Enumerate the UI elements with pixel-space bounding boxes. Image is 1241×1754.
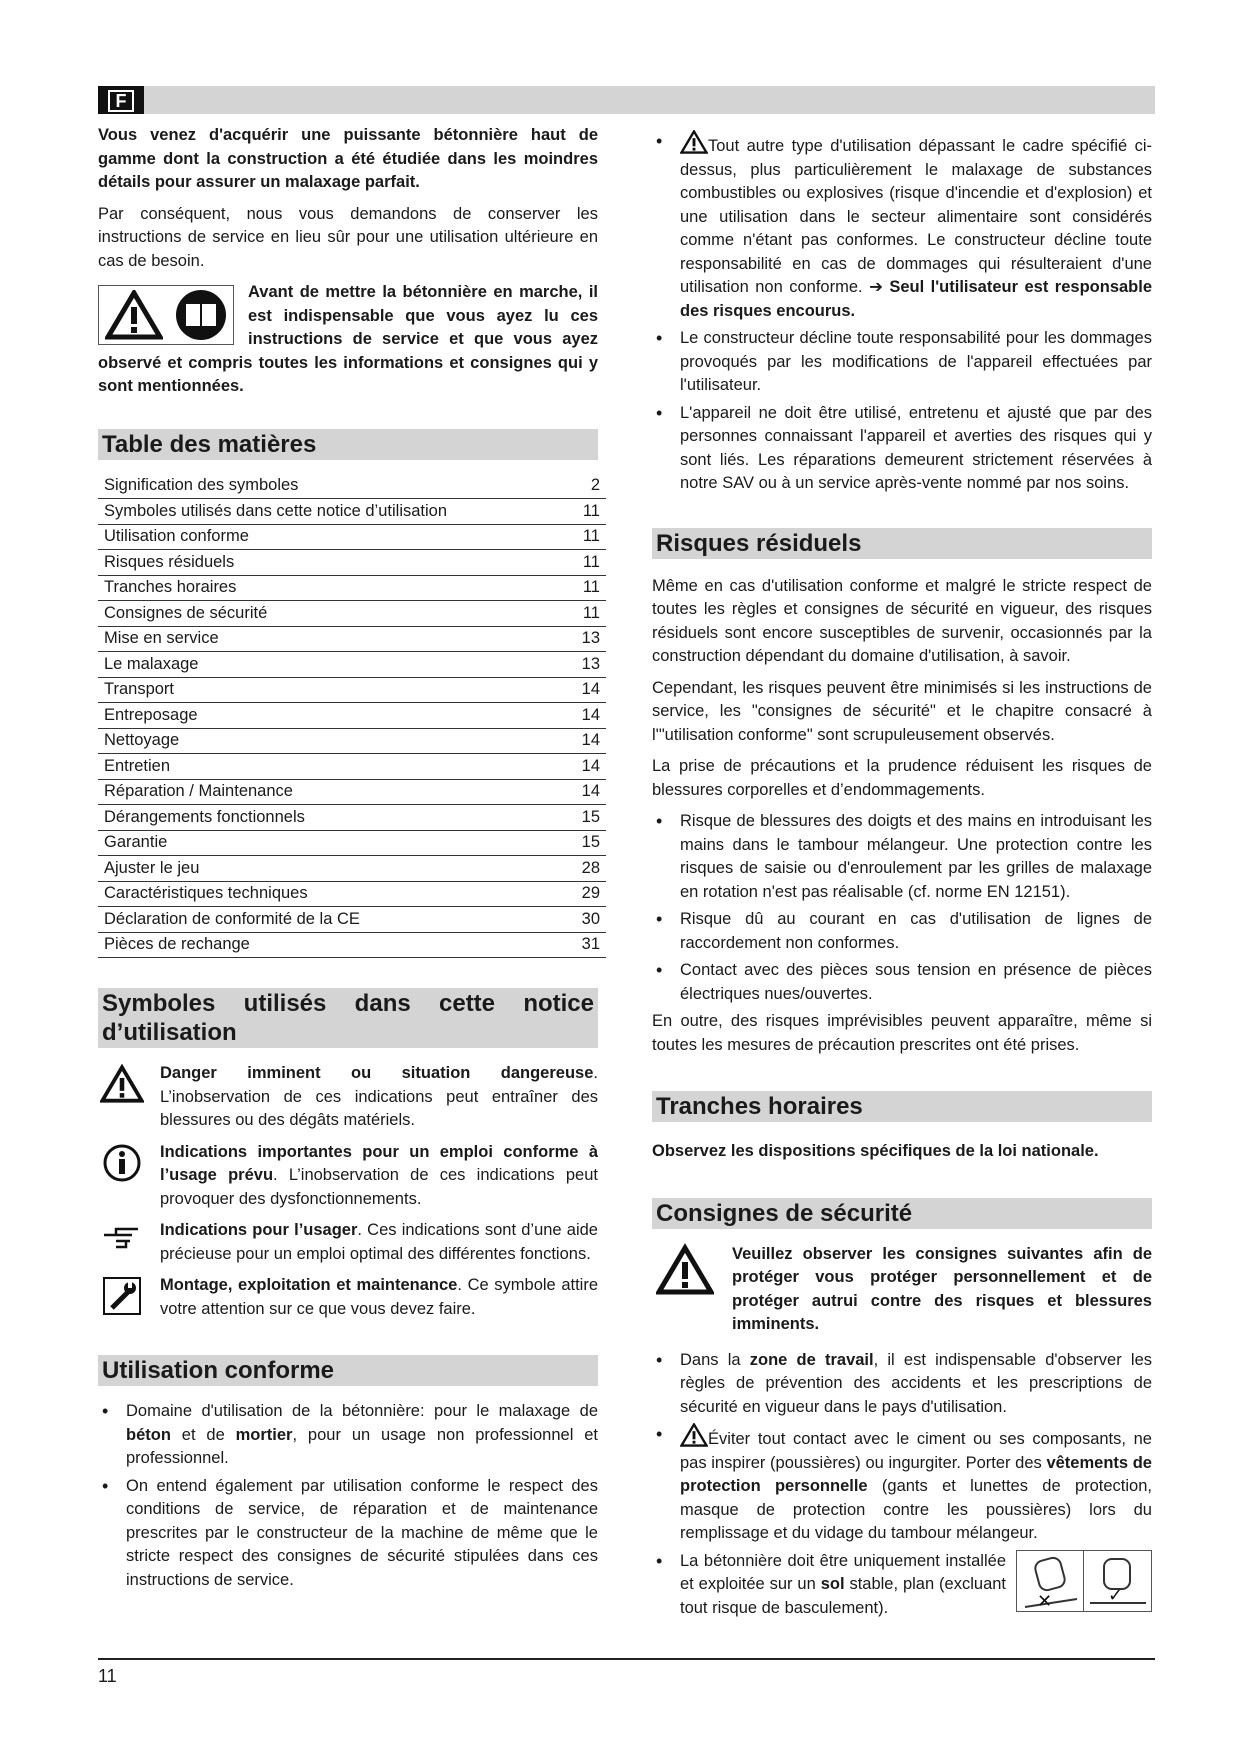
read-manual-icon — [174, 288, 228, 342]
list-item: • L'appareil ne doit être utilisé, entretenu et ajusté que par des personnes connaissant l'appareil et averties des risques qui y sont liés. Les réparations demeurent strictement réservées à notre SAV ou à un service après-vente nommé par nos soins. — [652, 402, 1152, 496]
securite-warning-text: Veuillez observer les consignes suivantes afin de protéger vous protéger personnellement et de protéger autrui contre des risques et blessures imminents. — [732, 1244, 1152, 1333]
symbol-description: Indications pour l’usager. Ces indications sont d’une aide précieuse pour un emploi optimal des différentes fonctions. — [160, 1221, 598, 1263]
toc-entry-label: Réparation / Maintenance — [98, 779, 566, 805]
toc-entry-page: 14 — [566, 754, 606, 780]
utilisation-title: Utilisation conforme — [98, 1355, 598, 1386]
toc-row[interactable] — [98, 932, 606, 958]
symbol-description: Indications importantes pour un emploi conforme à l’usage prévu. L’inobservation de ces indications peut provoquer des dysfonctionnements. — [160, 1142, 598, 1208]
toc-entry-label: Tranches horaires — [98, 575, 566, 601]
toc-entry-page: 30 — [566, 907, 606, 933]
mixer-level-icon — [1083, 1551, 1150, 1611]
toc-entry-page: 14 — [566, 703, 606, 729]
list-item: • ✕ ✓ La bétonnière doit être uniquement installée et exploitée sur un sol stable, plan (excluant tout risque de basculement). — [652, 1550, 1152, 1621]
risques-p1: Même en cas d'utilisation conforme et malgré le stricte respect de toutes les règles et consignes de sécurité en vigueur, des risques résiduels sont encore susceptibles de survenir, occasionnés par la construction dépendant du domaine d'utilisation, à savoir. — [652, 576, 1152, 665]
toc-entry-page: 11 — [566, 550, 606, 576]
svg-text:✓: ✓ — [1108, 1584, 1124, 1606]
toc-entry-page: 14 — [566, 779, 606, 805]
mixer-tilted-icon — [1017, 1551, 1083, 1611]
toc-row[interactable] — [98, 550, 606, 576]
toc-row[interactable] — [98, 499, 606, 525]
toc-row[interactable] — [98, 881, 606, 907]
header-bar — [98, 86, 1155, 114]
utilisation-list — [98, 1400, 598, 1592]
list-item: • Tout autre type d'utilisation dépassant le cadre spécifié ci-dessus, plus particulièrement le malaxage de substances combustibles ou explosives (risque d'incendie et d'explosion) et une utilisation dans le secteur alimentaire sont considérés comme n'étant pas conformes. Le constructeur décline toute responsabilité en cas de dommages qui résulteraient d'une utilisation non conforme. ➔ Seul l'utilisateur est responsable des risques encourus. — [652, 130, 1152, 323]
mixer-ground-illustration — [1016, 1550, 1152, 1612]
toc-entry-label: Symboles utilisés dans cette notice d’utilisation — [98, 499, 566, 525]
right-column — [652, 130, 1152, 1624]
toc-entry-page: 15 — [566, 805, 606, 831]
securite-title: Consignes de sécurité — [652, 1198, 1152, 1229]
toc-entry-label: Pièces de rechange — [98, 932, 566, 958]
toc-entry-label: Entreposage — [98, 703, 566, 729]
symbol-row — [98, 1062, 598, 1133]
intro-bold: Vous venez d'acquérir une puissante bétonnière haut de gamme dont la construction a été étudiée dans les moindres détails pour assurer un malaxage parfait. — [98, 126, 598, 191]
footer-divider — [98, 1658, 1155, 1660]
intro-para: Par conséquent, nous vous demandons de conserver les instructions de service en lieu sûr pour une utilisation ultérieure en cas de besoin. — [98, 204, 598, 270]
toc-entry-label: Entretien — [98, 754, 566, 780]
warning-read-icons — [98, 285, 234, 345]
toc-entry-page: 11 — [566, 601, 606, 627]
page-number: 11 — [98, 1666, 117, 1686]
symbol-description: Montage, exploitation et maintenance. Ce symbole attire votre attention sur ce que vous devez faire. — [160, 1276, 598, 1318]
toc-entry-page: 14 — [566, 728, 606, 754]
list-item: • Domaine d'utilisation de la bétonnière: pour le malaxage de béton et de mortier, pour un usage non professionnel et professionnel. — [98, 1400, 598, 1471]
list-item: • Éviter tout contact avec le ciment ou ses composants, ne pas inspirer (poussières) ou ingurgiter. Porter des vêtements de protection personnelle (gants et lunettes de protection, masque de protection contre les poussières) lors du remplissage et du vidage du tambour mélangeur. — [652, 1423, 1152, 1546]
toc-row[interactable] — [98, 728, 606, 754]
toc-entry-page: 14 — [566, 677, 606, 703]
toc-entry-page: 29 — [566, 881, 606, 907]
risques-p2: Cependant, les risques peuvent être minimisés si les instructions de service, les "consignes de sécurité" et le chapitre consacré à l'"utilisation conforme" sont scrupuleusement observés. — [652, 678, 1152, 744]
wrench-icon — [98, 1274, 146, 1321]
language-flag — [98, 86, 144, 114]
intro-warning-text: Avant de mettre la bétonnière en marche, il est indispensable que vous ayez lu ces instructions de service et que vous ayez observé et compris toutes les informations et consignes qui y sont mentionnées. — [98, 283, 598, 395]
list-item: • On entend également par utilisation conforme le respect des conditions de service, de réparation et de maintenance prescrites par le constructeur de la machine de même que le stricte respect des consignes de sécurité stipulées dans ces instructions de service. — [98, 1475, 598, 1593]
toc-entry-page: 2 — [566, 474, 606, 499]
toc-row[interactable] — [98, 677, 606, 703]
toc-row[interactable] — [98, 703, 606, 729]
toc-entry-label: Dérangements fonctionnels — [98, 805, 566, 831]
info-icon — [98, 1141, 146, 1212]
warning-triangle-icon — [680, 130, 708, 154]
toc-entry-label: Mise en service — [98, 626, 566, 652]
risques-p4: En outre, des risques imprévisibles peuvent apparaître, même si toutes les mesures de précaution prescrites ont été prises. — [652, 1012, 1152, 1054]
warning-triangle-icon — [656, 1243, 714, 1297]
securite-list — [652, 1349, 1152, 1621]
toc-row[interactable] — [98, 652, 606, 678]
usage-list — [652, 130, 1152, 496]
warning-triangle-icon — [98, 1062, 146, 1133]
symbol-description: Danger imminent ou situation dangereuse. L’inobservation de ces indications peut entraîner des blessures ou des dégâts matériels. — [160, 1064, 598, 1129]
toc-entry-label: Garantie — [98, 830, 566, 856]
toc-entry-page: 11 — [566, 499, 606, 525]
toc-row[interactable] — [98, 601, 606, 627]
toc-entry-page: 31 — [566, 932, 606, 958]
toc-entry-page: 13 — [566, 626, 606, 652]
toc-row[interactable] — [98, 524, 606, 550]
toc-entry-label: Utilisation conforme — [98, 524, 566, 550]
toc-entry-label: Le malaxage — [98, 652, 566, 678]
pointing-hand-icon — [98, 1219, 146, 1266]
risques-p3: La prise de précautions et la prudence réduisent les risques de blessures corporelles et d’endommagements. — [652, 757, 1152, 799]
svg-text:✕: • ✕ — [1037, 1590, 1053, 1611]
toc-entry-page: 13 — [566, 652, 606, 678]
toc-row[interactable] — [98, 779, 606, 805]
toc-entry-label: Ajuster le jeu — [98, 856, 566, 882]
toc-entry-label: Consignes de sécurité — [98, 601, 566, 627]
toc-entry-page: 11 — [566, 575, 606, 601]
toc-entry-label: Signification des symboles — [98, 474, 566, 499]
arrow-icon: ➔ — [869, 278, 883, 296]
toc-row[interactable] — [98, 830, 606, 856]
list-item: • Risque de blessures des doigts et des mains en introduisant les mains dans le tambour mélangeur. Une protection contre les risques de saisie ou d'enroulement par les grilles de malaxage en rotation n'est pas réalisable (cf. norme EN 12151). — [652, 810, 1152, 904]
tranches-title: Tranches horaires — [652, 1091, 1152, 1122]
securite-warning — [652, 1243, 1152, 1337]
left-column — [98, 124, 598, 1596]
toc-title: Table des matières — [98, 429, 598, 460]
toc-row[interactable] — [98, 907, 606, 933]
warning-triangle-icon — [105, 290, 163, 340]
toc-entry-page: 15 — [566, 830, 606, 856]
symbol-row — [98, 1141, 598, 1212]
symbol-row — [98, 1274, 598, 1321]
symbols-list — [98, 1062, 598, 1321]
toc-row[interactable] — [98, 626, 606, 652]
risques-list — [652, 810, 1152, 1006]
toc-entry-page: 28 — [566, 856, 606, 882]
toc-table — [98, 474, 606, 959]
toc-entry-label: Nettoyage — [98, 728, 566, 754]
toc-entry-page: 11 — [566, 524, 606, 550]
risques-title: Risques résiduels — [652, 528, 1152, 559]
list-item: • Le constructeur décline toute responsabilité pour les dommages provoqués par les modifications de l'appareil effectuées par l'utilisateur. — [652, 327, 1152, 398]
list-item: • Dans la zone de travail, il est indispensable d'observer les règles de prévention des accidents et les prescriptions de sécurité en vigueur dans le pays d'utilisation. — [652, 1349, 1152, 1420]
language-flag-label: F — [108, 90, 134, 112]
toc-row[interactable] — [98, 856, 606, 882]
tranches-text: Observez les dispositions spécifiques de la loi nationale. — [652, 1142, 1099, 1160]
toc-row[interactable] — [98, 575, 606, 601]
symbols-title: Symboles utilisés dans cette notice d’utilisation — [98, 988, 598, 1048]
toc-entry-label: Risques résiduels — [98, 550, 566, 576]
list-item: • Risque dû au courant en cas d'utilisation de lignes de raccordement non conformes. — [652, 908, 1152, 955]
intro-warning — [98, 281, 598, 399]
toc-row[interactable] — [98, 754, 606, 780]
toc-row[interactable] — [98, 805, 606, 831]
toc-entry-label: Caractéristiques techniques — [98, 881, 566, 907]
list-item: • Contact avec des pièces sous tension en présence de pièces électriques nues/ouvertes. — [652, 959, 1152, 1006]
warning-triangle-icon — [680, 1423, 708, 1447]
toc-entry-label: Transport — [98, 677, 566, 703]
toc-entry-label: Déclaration de conformité de la CE — [98, 907, 566, 933]
symbol-row — [98, 1219, 598, 1266]
toc-row[interactable] — [98, 474, 606, 499]
